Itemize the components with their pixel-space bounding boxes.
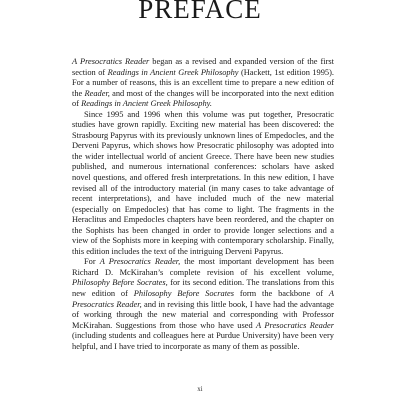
book-title-italic: A Presocratics Reader, [99,257,181,267]
book-title-italic: Readings in Ancient Greek Philosophy. [81,99,213,109]
book-title-italic: Readings in Ancient Greek Philosophy [107,67,239,77]
book-title-italic: A Presocratics Reader [256,320,334,330]
book-title-italic: Philosophy Before Socrates, [72,278,168,288]
page-number: xi [197,385,203,393]
paragraph-1: A Presocratics Reader began as a revised and expanded version of the first section of Readings in Ancient Greek Philosophy (Hackett, 1st edition 1995). For a number of reasons, this is an excellent time to prepare a new edition of the Reader, and most of the changes will be incorporated into the next edition of Readings in Ancient Greek Philosophy. [72,57,334,109]
book-title-italic: Reader, [84,88,110,98]
preface-body [72,57,334,352]
paragraph-2: Since 1995 and 1996 when this volume was put together, Presocratic studies have grown rapidly. Exciting new material has been discovered: the Strasbourg Papyrus with its previously unknown lines of Empedocles, and the Derveni Papyrus, which shows how Presocratic philosophy was adopted into the wider intellectual world of ancient Greece. There have been new studies published, and numerous international conferences: scholars have asked novel questions, and offered fresh interpretations. In this new edition, I have revised all of the introductory material (in many cases to take advantage of recent interpretations), and have included much of the new material (especially on Empedocles) that has come to light. The fragments in the Heraclitus and Empedocles chapters have been reordered, and the chapter on the Sophists has been changed in order to provide longer selections and a view of the Sophists more in keeping with contemporary scholarship. Finally, this edition includes the text of the intriguing Derveni Papyrus. [72,109,334,256]
book-title-italic: A Presocratics Reader [72,57,150,66]
book-title-italic: Philosophy Before Socrates [133,289,235,299]
book-title-italic: A Presocratics Reader, [72,289,334,309]
page-title: PREFACE [138,0,262,24]
paragraph-3: For A Presocratics Reader, the most important development has been Richard D. McKirahan’s complete revision of his excellent volume, Philosophy Before Socrates, for its second edition. The translations from this new edition of Philosophy Before Socrates form the backbone of A Presocratics Reader, and in revising this little book, I have had the advantage of working through the new material and corresponding with Professor McKirahan. Suggestions from those who have used A Presocratics Reader (including students and colleagues here at Purdue University) have been very helpful, and I have tried to incorporate as many of them as possible. [72,257,334,351]
